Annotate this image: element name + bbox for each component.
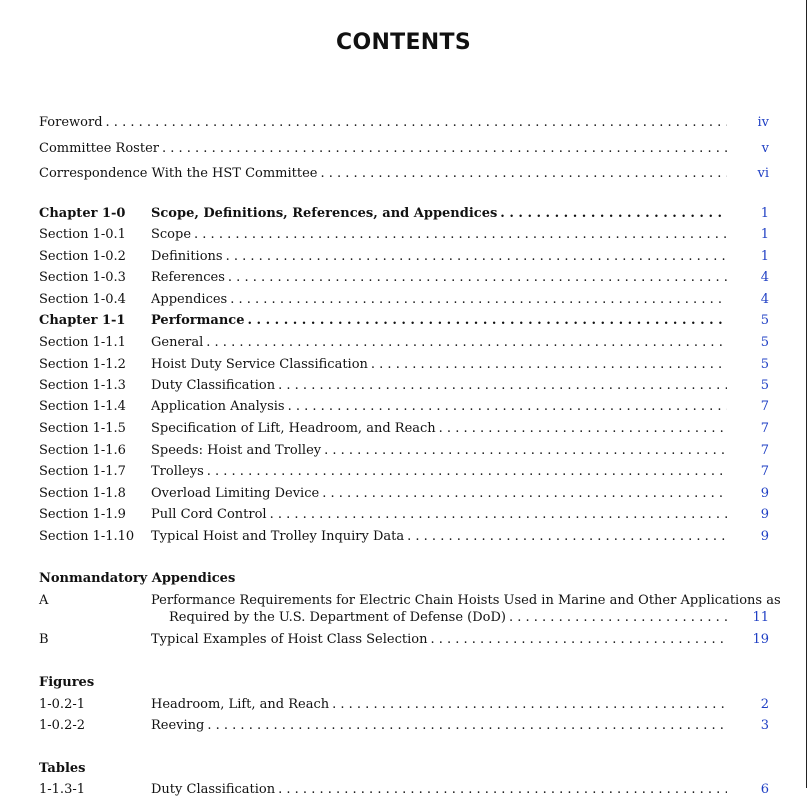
figures-heading: Figures <box>39 675 95 690</box>
entry-title: Trolleys <box>151 464 204 479</box>
page-number-link[interactable]: 4 <box>760 292 769 307</box>
entry-label: 1-1.3-1 <box>39 782 86 797</box>
toc-entry-section[interactable] <box>39 398 769 416</box>
page-number-link[interactable]: 5 <box>760 313 769 328</box>
page-number-link[interactable]: v <box>761 141 769 156</box>
dot-leader <box>288 398 727 416</box>
entry-label: Section 1-1.7 <box>39 464 126 479</box>
entry-title: General <box>151 335 204 350</box>
entry-label: Chapter 1-0 <box>39 206 126 221</box>
page-number-link[interactable]: 7 <box>760 464 769 479</box>
page-number-link[interactable]: 1 <box>760 249 769 264</box>
entry-title: Appendices <box>151 292 228 307</box>
entry-title-line1: Performance Requirements for Electric Chain Hoists Used in Marine and Other Applications as <box>151 593 781 608</box>
entry-title: Duty Classification <box>151 378 276 393</box>
entry-title-line2: Required by the U.S. Department of Defense (DoD) <box>169 610 506 625</box>
dot-leader <box>509 609 727 627</box>
toc-entry-section[interactable] <box>39 269 769 287</box>
dot-leader <box>500 205 727 223</box>
dot-leader <box>371 356 727 374</box>
toc-entry-section[interactable] <box>39 420 769 438</box>
entry-title: Speeds: Hoist and Trolley <box>151 443 322 458</box>
dot-leader <box>270 506 727 524</box>
dot-leader <box>228 269 727 287</box>
dot-leader <box>430 631 727 649</box>
toc-entry-section[interactable] <box>39 226 769 244</box>
entry-title: Overload Limiting Device <box>151 486 320 501</box>
dot-leader <box>439 420 727 438</box>
toc-entry-foreword[interactable] <box>39 114 769 132</box>
toc-entry-chapter[interactable] <box>39 205 769 223</box>
entry-label: Section 1-0.3 <box>39 270 126 285</box>
page-number-link[interactable]: 9 <box>760 486 769 501</box>
dot-leader <box>247 312 727 330</box>
appendices-heading: Nonmandatory Appendices <box>39 571 236 586</box>
page-number-link[interactable]: 7 <box>760 421 769 436</box>
entry-title: Typical Examples of Hoist Class Selection <box>151 632 428 647</box>
toc-entry-section[interactable] <box>39 356 769 374</box>
page-number-link[interactable]: 19 <box>752 632 769 647</box>
entry-label: Section 1-1.4 <box>39 399 126 414</box>
dot-leader <box>332 696 727 714</box>
page-number-link[interactable]: 11 <box>752 610 769 625</box>
page-number-link[interactable]: 1 <box>760 206 769 221</box>
toc-entry-section[interactable] <box>39 528 769 546</box>
entry-label: Section 1-1.6 <box>39 443 126 458</box>
toc-entry-chapter[interactable] <box>39 312 769 330</box>
page-number-link[interactable]: 5 <box>760 357 769 372</box>
page-title: CONTENTS <box>336 30 471 55</box>
page-number-link[interactable]: 5 <box>760 378 769 393</box>
entry-title: Reeving <box>151 718 205 733</box>
page-number-link[interactable]: 1 <box>760 227 769 242</box>
page-number-link[interactable]: 2 <box>760 697 769 712</box>
entry-label: B <box>39 632 49 647</box>
entry-title: Pull Cord Control <box>151 507 267 522</box>
entry-title: Duty Classification <box>151 782 276 797</box>
toc-entry-section[interactable] <box>39 506 769 524</box>
entry-title: Headroom, Lift, and Reach <box>151 697 330 712</box>
dot-leader <box>278 377 727 395</box>
dot-leader <box>230 291 727 309</box>
entry-title: Definitions <box>151 249 223 264</box>
dot-leader <box>321 165 728 183</box>
dot-leader <box>106 114 727 132</box>
dot-leader <box>322 485 727 503</box>
toc-entry-appendix-a-cont[interactable] <box>39 609 769 627</box>
entry-label: Section 1-0.4 <box>39 292 126 307</box>
entry-title: Scope <box>151 227 192 242</box>
entry-title: Specification of Lift, Headroom, and Reach <box>151 421 436 436</box>
entry-label: Section 1-1.9 <box>39 507 126 522</box>
entry-label: Section 1-1.2 <box>39 357 126 372</box>
toc-entry-section[interactable] <box>39 291 769 309</box>
toc-entry-section[interactable] <box>39 463 769 481</box>
dot-leader <box>206 334 727 352</box>
entry-label: Section 1-1.10 <box>39 529 135 544</box>
toc-entry-committee-roster[interactable] <box>39 140 769 158</box>
page-number-link[interactable]: 9 <box>760 507 769 522</box>
entry-label: Section 1-0.2 <box>39 249 126 264</box>
entry-label: Section 1-1.5 <box>39 421 126 436</box>
dot-leader <box>226 248 727 266</box>
entry-title: Correspondence With the HST Committee <box>39 166 318 181</box>
entry-title: References <box>151 270 225 285</box>
page-number-link[interactable]: 6 <box>760 782 769 797</box>
entry-label: A <box>39 593 49 608</box>
dot-leader <box>207 717 727 735</box>
toc-entry-section[interactable] <box>39 442 769 460</box>
page-number-link[interactable]: iv <box>757 115 769 130</box>
entry-title: Hoist Duty Service Classification <box>151 357 368 372</box>
tables-heading: Tables <box>39 761 86 776</box>
toc-entry-section[interactable] <box>39 248 769 266</box>
toc-entry-section[interactable] <box>39 485 769 503</box>
dot-leader <box>278 781 727 799</box>
page-number-link[interactable]: 4 <box>760 270 769 285</box>
entry-label: Chapter 1-1 <box>39 313 126 328</box>
toc-entry-table-1[interactable] <box>39 781 769 799</box>
entry-label: 1-0.2-1 <box>39 697 86 712</box>
toc-entry-section[interactable] <box>39 377 769 395</box>
entry-title: Typical Hoist and Trolley Inquiry Data <box>151 529 405 544</box>
entry-title: Performance <box>151 313 245 328</box>
dot-leader <box>207 463 727 481</box>
page-number-link[interactable]: vi <box>757 166 769 181</box>
toc-entry-figure-2[interactable] <box>39 717 769 735</box>
dot-leader <box>194 226 727 244</box>
entry-title: Scope, Definitions, References, and Appendices <box>151 206 498 221</box>
dot-leader <box>324 442 727 460</box>
entry-label: Section 1-0.1 <box>39 227 126 242</box>
dot-leader <box>162 140 727 158</box>
page-number-link[interactable]: 5 <box>760 335 769 350</box>
page-number-link[interactable]: 3 <box>760 718 769 733</box>
entry-title: Application Analysis <box>151 399 285 414</box>
entry-label: 1-0.2-2 <box>39 718 86 733</box>
entry-label: Section 1-1.8 <box>39 486 126 501</box>
entry-label: Section 1-1.3 <box>39 378 126 393</box>
dot-leader <box>407 528 727 546</box>
toc-entry-correspondence[interactable] <box>39 165 769 183</box>
entry-title: Committee Roster <box>39 141 159 156</box>
toc-entry-section[interactable] <box>39 334 769 352</box>
page-number-link[interactable]: 7 <box>760 443 769 458</box>
toc-entry-appendix-a[interactable] <box>39 592 781 610</box>
page-number-link[interactable]: 7 <box>760 399 769 414</box>
entry-label: Section 1-1.1 <box>39 335 126 350</box>
toc-entry-appendix-b[interactable] <box>39 631 769 649</box>
entry-title: Foreword <box>39 115 103 130</box>
page-number-link[interactable]: 9 <box>760 529 769 544</box>
toc-entry-figure-1[interactable] <box>39 696 769 714</box>
